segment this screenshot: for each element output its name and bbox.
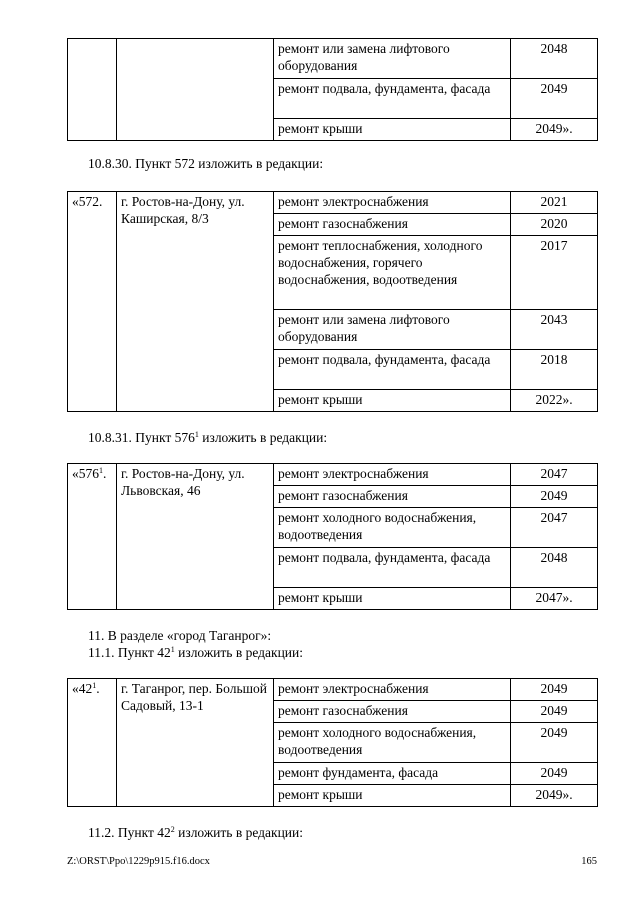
- cell-work: ремонт подвала, фундамента, фасада: [274, 79, 511, 119]
- cell-work: ремонт газоснабжения: [274, 486, 511, 508]
- cell-work: ремонт газоснабжения: [274, 701, 511, 723]
- cell-year: 2049».: [511, 119, 598, 141]
- cell-year: 2018: [511, 350, 598, 390]
- cell-year: 2049: [511, 679, 598, 701]
- table-row: [68, 192, 598, 214]
- cell-year: 2020: [511, 214, 598, 236]
- table-item-576-1: [67, 463, 598, 610]
- paragraph-text: изложить в редакции:: [174, 645, 303, 660]
- cell-address: г. Ростов-на-Дону, ул. Львовская, 46: [117, 464, 274, 610]
- cell-work: ремонт электроснабжения: [274, 464, 511, 486]
- paragraph-item-11-1: [88, 644, 303, 661]
- cell-year: 2049: [511, 486, 598, 508]
- cell-number-text: «576: [72, 466, 99, 481]
- paragraph-text: 10.8.31. Пункт 576: [88, 430, 195, 445]
- paragraph-text: 11.1. Пункт 42: [88, 645, 171, 660]
- superscript: 1: [92, 681, 97, 690]
- cell-number: «572.: [68, 192, 117, 412]
- cell-year: 2049».: [511, 785, 598, 807]
- cell-year: 2048: [511, 548, 598, 588]
- cell-number-text: .: [103, 466, 107, 481]
- paragraph-text: 11.2. Пункт 42: [88, 825, 171, 840]
- table-row: [68, 39, 598, 79]
- cell-work: ремонт крыши: [274, 390, 511, 412]
- cell-address: г. Таганрог, пер. Большой Садовый, 13-1: [117, 679, 274, 807]
- cell-number-text: «42: [72, 681, 93, 696]
- superscript: 2: [170, 825, 175, 834]
- cell-work: ремонт крыши: [274, 785, 511, 807]
- paragraph-item-10-8-31: [88, 429, 327, 446]
- cell-year: 2048: [511, 39, 598, 79]
- cell-year: 2047: [511, 464, 598, 486]
- cell-work: ремонт холодного водоснабжения, водоотведения: [274, 723, 511, 763]
- cell-work: ремонт теплоснабжения, холодного водоснабжения, горячего водоснабжения, водоотведения: [274, 236, 511, 310]
- paragraph-item-10-8-30: 10.8.30. Пункт 572 изложить в редакции:: [88, 156, 324, 171]
- cell-work: ремонт или замена лифтового оборудования: [274, 39, 511, 79]
- cell-number-text: .: [96, 681, 100, 696]
- cell-year: 2021: [511, 192, 598, 214]
- table-continuation: [67, 38, 598, 141]
- cell-year: 2047: [511, 508, 598, 548]
- cell-year: 2049: [511, 79, 598, 119]
- table-row: [68, 679, 598, 701]
- page-number: 165: [581, 856, 597, 867]
- cell-work: ремонт электроснабжения: [274, 192, 511, 214]
- cell-year: 2017: [511, 236, 598, 310]
- cell-work: ремонт холодного водоснабжения, водоотведения: [274, 508, 511, 548]
- cell-number: [68, 39, 117, 141]
- cell-work: ремонт крыши: [274, 119, 511, 141]
- paragraph-text: изложить в редакции:: [198, 430, 328, 445]
- cell-work: ремонт фундамента, фасада: [274, 763, 511, 785]
- cell-number: [68, 679, 117, 807]
- paragraph-text: изложить в редакции:: [174, 825, 303, 840]
- cell-year: 2049: [511, 723, 598, 763]
- cell-year: 2022».: [511, 390, 598, 412]
- cell-work: ремонт или замена лифтового оборудования: [274, 310, 511, 350]
- cell-address: г. Ростов-на-Дону, ул. Каширская, 8/3: [117, 192, 274, 412]
- table-item-42-1: [67, 678, 598, 807]
- superscript: 1: [194, 430, 199, 439]
- cell-work: ремонт газоснабжения: [274, 214, 511, 236]
- footer-file-path: Z:\ORST\Ppo\1229p915.f16.docx: [67, 856, 210, 867]
- cell-year: 2047».: [511, 588, 598, 610]
- cell-number: [68, 464, 117, 610]
- cell-work: ремонт крыши: [274, 588, 511, 610]
- cell-work: ремонт подвала, фундамента, фасада: [274, 350, 511, 390]
- cell-year: 2043: [511, 310, 598, 350]
- paragraph-item-11-2: [88, 824, 303, 841]
- cell-year: 2049: [511, 701, 598, 723]
- paragraph-section-11: 11. В разделе «город Таганрог»:: [88, 628, 272, 643]
- cell-work: ремонт электроснабжения: [274, 679, 511, 701]
- table-item-572: [67, 191, 598, 412]
- cell-work: ремонт подвала, фундамента, фасада: [274, 548, 511, 588]
- superscript: 1: [99, 466, 103, 475]
- superscript: 1: [170, 645, 175, 654]
- cell-year: 2049: [511, 763, 598, 785]
- table-row: [68, 464, 598, 486]
- cell-address: [117, 39, 274, 141]
